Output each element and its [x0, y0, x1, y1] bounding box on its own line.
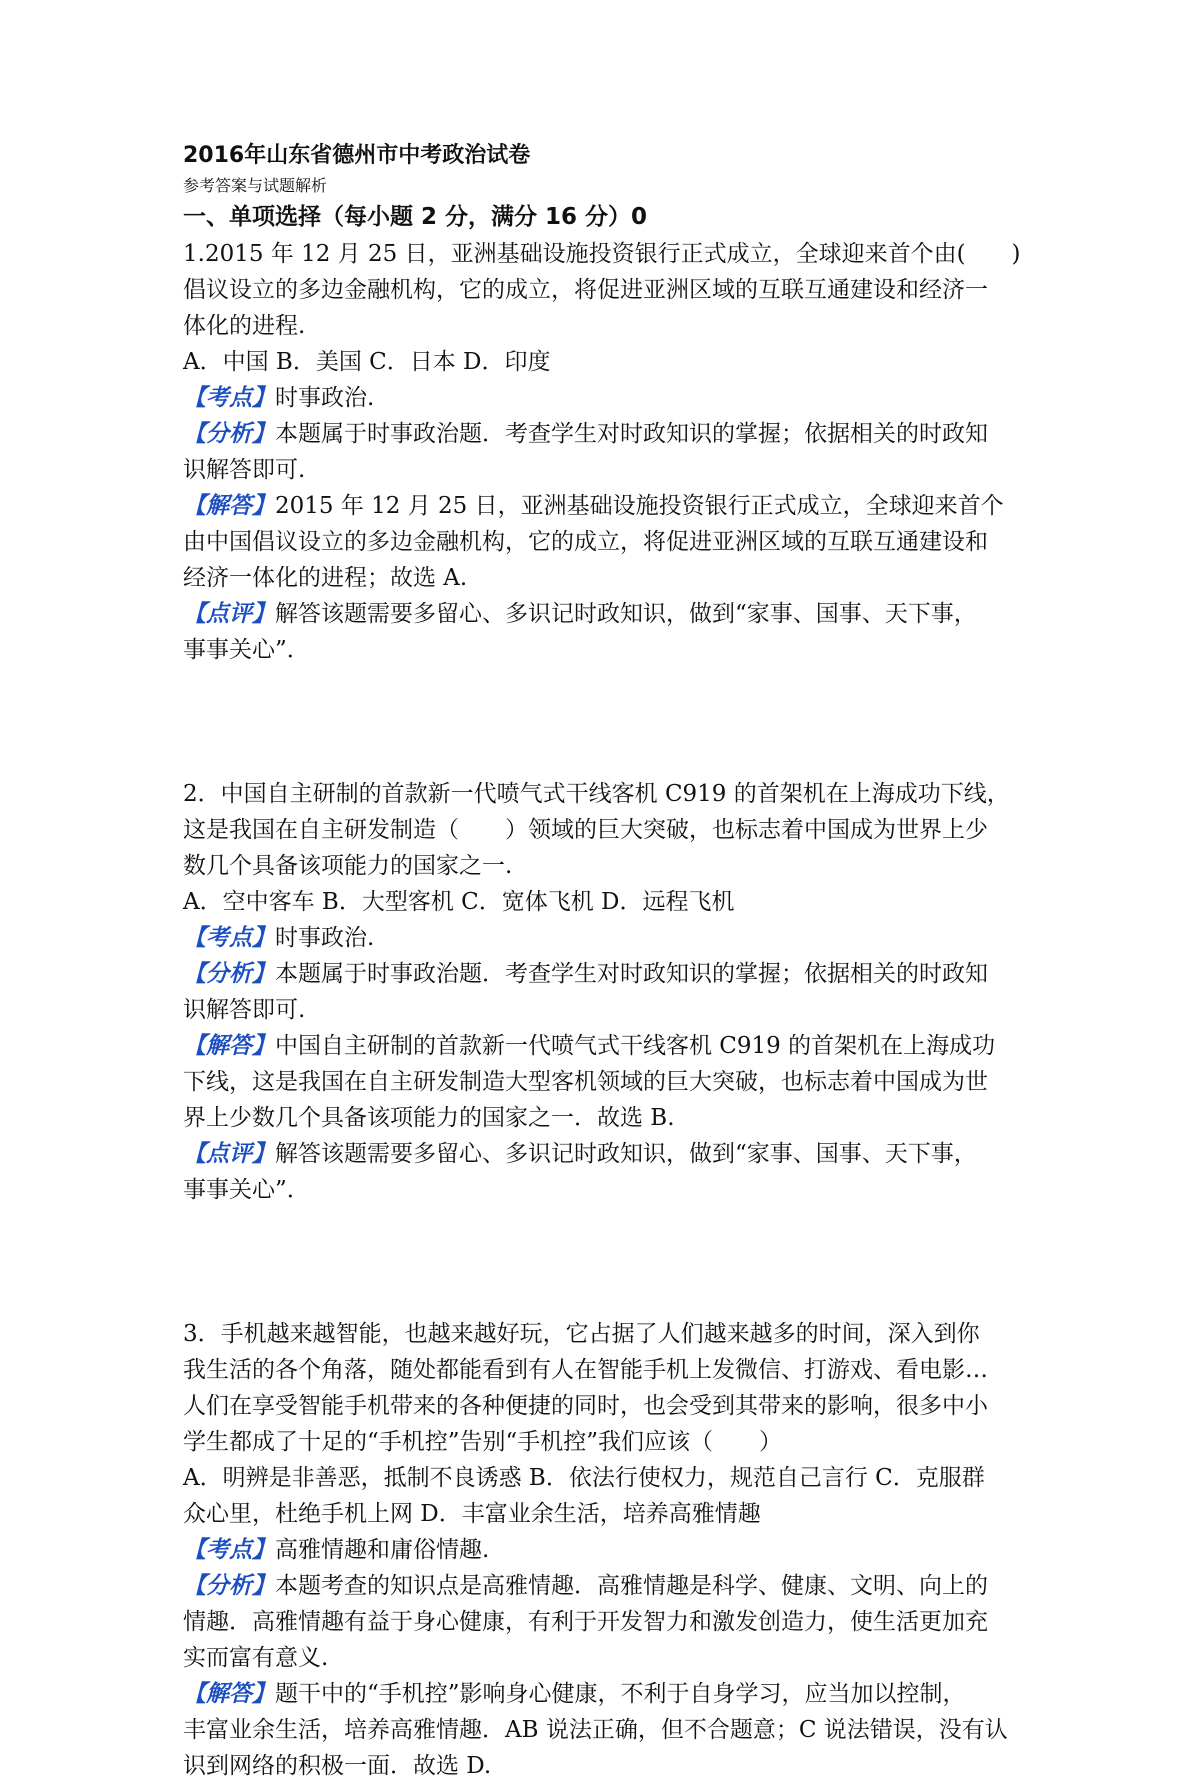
q2-dianping-cont: 事事关心”． [183, 1177, 310, 1203]
q3-options: A．明辨是非善恶，抵制不良诱惑 B．依法行使权力，规范自己言行 C．克服群 [183, 1465, 985, 1491]
q3-fenxi [183, 1568, 1033, 1604]
fenxi-label: 【分析】 [183, 1572, 275, 1599]
q3-jieda-text: 题干中的“手机控”影响身心健康，不利于自身学习，应当加以控制， [275, 1681, 966, 1707]
q1-options: A．中国 B．美国 C．日本 D．印度 [183, 349, 551, 375]
q3-stem-line: 人们在享受智能手机带来的各种便捷的同时，也会受到其带来的影响，很多中小 [183, 1393, 988, 1419]
q3-jieda-cont: 识到网络的积极一面．故选 D. [183, 1753, 492, 1779]
question-1 [183, 236, 1033, 668]
q2-jieda-text: 中国自主研制的首款新一代喷气式干线客机 C919 的首架机在上海成功 [275, 1033, 996, 1059]
dianping-label: 【点评】 [183, 600, 275, 627]
kaodian-label: 【考点】 [183, 924, 275, 951]
q1-fenxi-cont: 识解答即可. [183, 457, 306, 483]
q1-jieda-text: 2015 年 12 月 25 日，亚洲基础设施投资银行正式成立，全球迎来首个 [275, 493, 1004, 519]
fenxi-label: 【分析】 [183, 420, 275, 447]
q1-stem-line: 1.2015 年 12 月 25 日，亚洲基础设施投资银行正式成立，全球迎来首个由( ) [183, 241, 1021, 267]
q1-dianping-text: 解答该题需要多留心、多识记时政知识，做到“家事、国事、天下事， [275, 601, 977, 627]
q2-fenxi-cont: 识解答即可. [183, 997, 306, 1023]
q2-fenxi-text: 本题属于时事政治题．考查学生对时政知识的掌握；依据相关的时政知 [275, 961, 988, 987]
q2-dianping [183, 1136, 1033, 1172]
q2-kaodian [183, 920, 1033, 956]
q1-stem-line: 体化的进程. [183, 313, 306, 339]
q2-stem-line: 2．中国自主研制的首款新一代喷气式干线客机 C919 的首架机在上海成功下线， [183, 781, 1010, 807]
spacer [183, 1208, 1033, 1316]
q1-dianping-cont: 事事关心”． [183, 637, 310, 663]
question-2 [183, 776, 1033, 1208]
jieda-label: 【解答】 [183, 492, 275, 519]
q3-kaodian-text: 高雅情趣和庸俗情趣. [275, 1537, 490, 1563]
q2-kaodian-text: 时事政治. [275, 925, 375, 951]
q3-options-cont: 众心里，杜绝手机上网 D．丰富业余生活，培养高雅情趣 [183, 1501, 761, 1527]
document-page [183, 138, 1033, 1784]
q1-kaodian-text: 时事政治. [275, 385, 375, 411]
q3-jieda [183, 1676, 1033, 1712]
q1-dianping [183, 596, 1033, 632]
q2-dianping-text: 解答该题需要多留心、多识记时政知识，做到“家事、国事、天下事， [275, 1141, 977, 1167]
jieda-label: 【解答】 [183, 1680, 275, 1707]
q1-fenxi-text: 本题属于时事政治题．考查学生对时政知识的掌握；依据相关的时政知 [275, 421, 988, 447]
q3-stem-line: 学生都成了十足的“手机控”告别“手机控”我们应该（ ） [183, 1429, 783, 1455]
q1-jieda [183, 488, 1033, 524]
q2-stem-line: 数几个具备该项能力的国家之一. [183, 853, 513, 879]
q3-kaodian [183, 1532, 1033, 1568]
q1-jieda-cont: 由中国倡议设立的多边金融机构，它的成立，将促进亚洲区域的互联互通建设和 [183, 529, 988, 555]
q3-fenxi-text: 本题考查的知识点是高雅情趣．高雅情趣是科学、健康、文明、向上的 [275, 1573, 988, 1599]
q3-fenxi-cont: 情趣．高雅情趣有益于身心健康，有利于开发智力和激发创造力，使生活更加充 [183, 1609, 988, 1635]
q3-stem-line: 3．手机越来越智能，也越来越好玩，它占据了人们越来越多的时间，深入到你 [183, 1321, 980, 1347]
dianping-label: 【点评】 [183, 1140, 275, 1167]
q1-jieda-cont: 经济一体化的进程；故选 A. [183, 565, 468, 591]
spacer [183, 668, 1033, 776]
q1-stem-line: 倡议设立的多边金融机构，它的成立，将促进亚洲区域的互联互通建设和经济一 [183, 277, 988, 303]
doc-subtitle: 参考答案与试题解析 [183, 176, 328, 195]
q2-jieda-cont: 下线，这是我国在自主研发制造大型客机领域的巨大突破，也标志着中国成为世 [183, 1069, 988, 1095]
fenxi-label: 【分析】 [183, 960, 275, 987]
jieda-label: 【解答】 [183, 1032, 275, 1059]
q2-stem-line: 这是我国在自主研发制造（ ）领域的巨大突破，也标志着中国成为世界上少 [183, 817, 988, 843]
question-3 [183, 1316, 1033, 1784]
section-heading: 一、单项选择（每小题 2 分，满分 16 分）0 [183, 204, 648, 230]
q3-stem-line: 我生活的各个角落，随处都能看到有人在智能手机上发微信、打游戏、看电影… [183, 1357, 988, 1383]
q1-kaodian [183, 380, 1033, 416]
q3-fenxi-cont: 实而富有意义. [183, 1645, 329, 1671]
q1-fenxi [183, 416, 1033, 452]
q2-jieda-cont: 界上少数几个具备该项能力的国家之一．故选 B. [183, 1105, 675, 1131]
doc-title: 2016年山东省德州市中考政治试卷 [183, 143, 531, 168]
kaodian-label: 【考点】 [183, 1536, 275, 1563]
q2-jieda [183, 1028, 1033, 1064]
kaodian-label: 【考点】 [183, 384, 275, 411]
q3-jieda-cont: 丰富业余生活，培养高雅情趣．AB 说法正确，但不合题意；C 说法错误，没有认 [183, 1717, 1008, 1743]
q2-fenxi [183, 956, 1033, 992]
q2-options: A．空中客车 B．大型客机 C．宽体飞机 D．远程飞机 [183, 889, 735, 915]
